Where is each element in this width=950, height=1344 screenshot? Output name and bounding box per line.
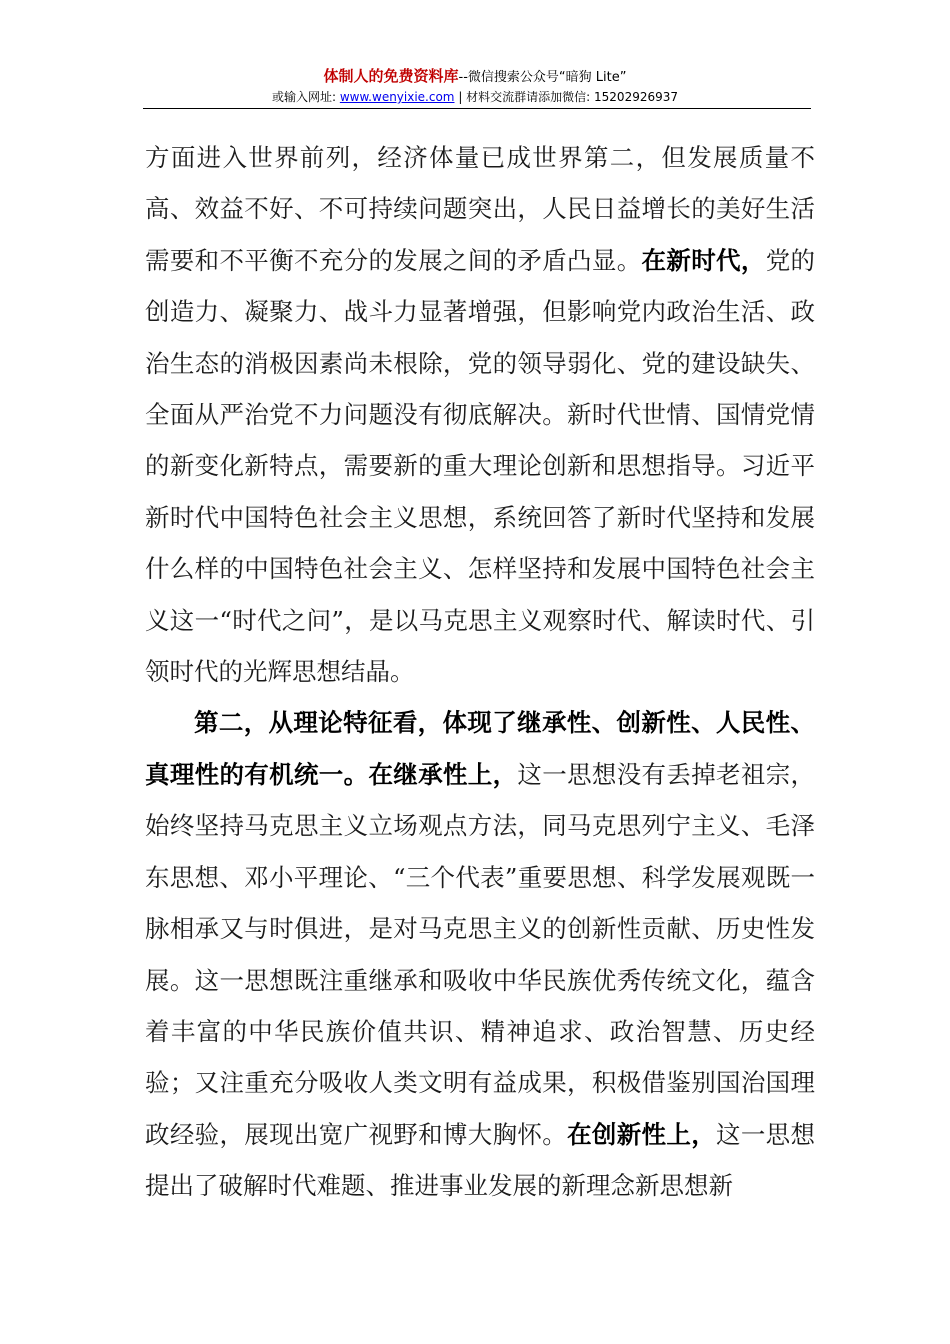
header-url-link[interactable]: www.wenyixie.com <box>339 90 455 104</box>
document-body <box>145 132 815 1212</box>
paragraph-1 <box>145 132 815 697</box>
page-header <box>0 66 950 106</box>
header-divider <box>143 108 811 109</box>
text-segment: 这一思想提出了破解时代难题、推进事业发展的新理念新思想新 <box>145 1119 816 1201</box>
header-info-line <box>0 88 950 106</box>
text-segment: 这一思想没有丢掉老祖宗，始终坚持马克思主义立场观点方法，同马克思列宁主义、毛泽东思想、邓小平理论、“三个代表”重要思想、科学发展观既一脉相承又与时俱进，是对马克思主义的创新性贡献、历史性发展。这一思想既注重继承和吸收中华民族优秀传统文化，蕴含着丰富的中华民族价值共识、精神追求、政治智慧、历史经验；又注重充分吸收人类文明有益成果，积极借鉴别国治国理政经验，展现出宽广视野和博大胸怀。 <box>145 759 816 1149</box>
header-subtitle: --微信搜索公众号“暗狗 Lite” <box>458 70 627 85</box>
bold-phrase: 在新时代， <box>641 245 766 275</box>
header-url-prefix: 或输入网址: <box>271 90 340 104</box>
section-heading: 第二，从理论特征看，体现了继承性、创新性、人民性、真理性的有机统一。 <box>145 708 815 789</box>
text-segment: 党的创造力、凝聚力、战斗力显著增强，但影响党内政治生活、政治生态的消极因素尚未根除，党的领导弱化、党的建设缺失、全面从严治党不力问题没有彻底解决。新时代世情、国情党情的新变化新特点，需要新的重大理论创新和思想指导。习近平新时代中国特色社会主义思想，系统回答了新时代坚持和发展什么样的中国特色社会主义、怎样坚持和发展中国特色社会主义这一“时代之问”，是以马克思主义观察时代、解读时代、引领时代的光辉思想结晶。 <box>145 245 816 687</box>
header-contact: | 材料交流群请添加微信: 15202926937 <box>454 90 679 104</box>
text-segment: 方面进入世界前列，经济体量已成世界第二，但发展质量不高、效益不好、不可持续问题突出，人民日益增长的美好生活需要和不平衡不充分的发展之间的矛盾凸显。 <box>145 143 815 275</box>
header-brand: 体制人的免费资料库 <box>323 67 459 85</box>
bold-phrase: 在继承性上， <box>368 759 518 789</box>
bold-phrase: 在创新性上， <box>567 1119 717 1149</box>
paragraph-2 <box>145 697 815 1211</box>
header-title-line <box>0 66 950 88</box>
